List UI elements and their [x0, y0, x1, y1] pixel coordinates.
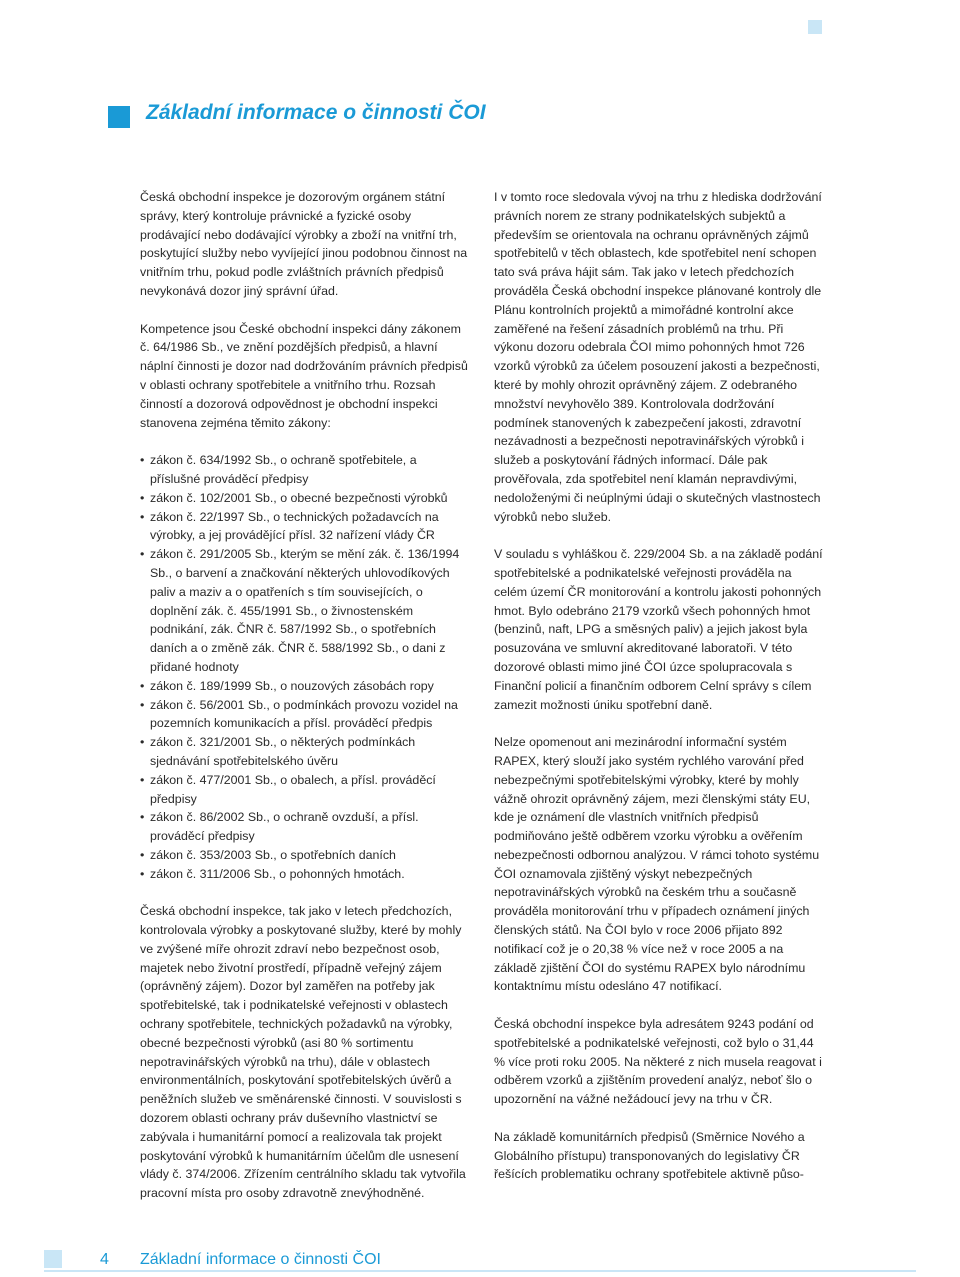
decorative-square: [808, 20, 822, 34]
complaints-paragraph: Česká obchodní inspekce byla adresátem 9243 podání od spotřebitelské a podnikatelské veřejnosti, což bylo o 31,44 % více proti roku 2005. Na některé z nich musela reagovat i odběrem vzorků a zjištěním provedení analýz, neboť šlo o upozornění na vážné nežádoucí jevy na trhu v ČR.: [494, 1017, 822, 1107]
footer-title: Základní informace o činnosti ČOI: [140, 1251, 381, 1268]
intro-paragraph: Česká obchodní inspekce je dozorovým orgánem státní správy, který kontroluje právnické a fyzické osoby prodávající nebo dodávající výrobky a zboží na vnitřní trh, poskytující služby nebo vyvíjející jinou podobnou činnost na vnitřním trhu, pokud podle zvláštních právních předpisů nevykonává dozor jiný správní úřad.: [140, 190, 468, 298]
rapex-paragraph: Nelze opomenout ani mezinárodní informační systém RAPEX, který slouží jako systém rychlého varování před nebezpečnými spotřebitelskými výrobky, které by mohly vážně ohrozit oprávněný zájem, mezi členskými státy EU, kde je oznámení dle vlastních vnitřních předpisů podmiňováno ještě odběrem vzorku výrobku a ověřením nebezpečnosti odbornou analýzou. V rámci tohoto systému ČOI oznamovala zjištěný výskyt nebezpečných nepotravinářských výrobků na českém trhu a současně prováděla monitorování trhu v případech oznámení jiných členských států. Na ČOI bylo v roce 2006 přijato 892 notifikací což je o 20,38 % více než v roce 2005 a na základě zjištění ČOI do systému RAPEX bylo národnímu kontaktnímu místu odesláno 47 notifikací.: [494, 735, 820, 994]
list-item: • zákon č. 634/1992 Sb., o ochraně spotřebitele, a příslušné prováděcí předpisy: [140, 451, 470, 489]
fuel-quality-paragraph: V souladu s vyhláškou č. 229/2004 Sb. a na základě podání spotřebitelské a podnikatelské veřejnosti prováděla na celém území ČR monitorování a kontrolu jakosti pohonných hmot. Bylo odebráno 2179 vzorků všech pohonných hmot (benzinů, naft, LPG a směsných paliv) a jejich jakost byla posuzována ve smluvní akreditované laboratoři. V této dozorové oblasti mimo jiné ČOI úzce spolupracovala s Finanční policií a finančním odborem Celní správy s cílem zamezit možnosti úniku spotřební daně.: [494, 547, 823, 712]
page-title: Základní informace o činnosti ČOI: [146, 101, 486, 124]
left-column: [140, 188, 470, 1222]
list-item: • zákon č. 56/2001 Sb., o podmínkách provozu vozidel na pozemních komunikacích a přísl. prováděcí předpis: [140, 696, 470, 734]
list-item: • zákon č. 477/2001 Sb., o obalech, a přísl. prováděcí předpisy: [140, 771, 470, 809]
list-item: • zákon č. 311/2006 Sb., o pohonných hmotách.: [140, 865, 470, 884]
footer-marker-square: [44, 1250, 62, 1268]
list-item: • zákon č. 86/2002 Sb., o ochraně ovzduší, a přísl. prováděcí předpisy: [140, 808, 470, 846]
list-item: • zákon č. 321/2001 Sb., o některých podmínkách sjednávání spotřebitelského úvěru: [140, 733, 470, 771]
activity-paragraph: Česká obchodní inspekce, tak jako v letech předchozích, kontrolovala výrobky a poskytované služby, které by mohly ve zvýšené míře ohrozit zdraví nebo bezpečnost osob, majetek nebo životní prostředí, případně veřejný zájem (oprávněný zájem). Dozor byl zaměřen na potřeby jak spotřebitelské, tak i podnikatelské veřejnosti v oblastech ochrany spotřebitele, technických požadavků na výrobky, obecné bezpečnosti výrobků (asi 80 % sortimentu nepotravinářských výrobků na trhu), dále v oblastech environmentálních, poskytování spotřebitelských úvěrů a peněžních služeb ve směnárenské činnosti. V souvislosti s dozorem oblasti ochrany práv duševního vlastnictví se zabývala i humanitární pomocí a realizovala tak projekt poskytování výrobků k humanitárním účelům dle usnesení vlády č. 374/2006. Zřízením centrálního skladu tak vytvořila pracovní místa pro osoby zdravotně znevýhodněné.: [140, 904, 466, 1201]
community-regulations-paragraph: Na základě komunitárních předpisů (Směrnice Nového a Globálního přístupu) transponovaných do legislativy ČR řešících problematiku ochrany spotřebitele aktivně půso-: [494, 1129, 805, 1182]
laws-list: [140, 451, 470, 883]
list-item: • zákon č. 353/2003 Sb., o spotřebních daních: [140, 846, 470, 865]
page-number: 4: [100, 1251, 109, 1268]
right-column: [494, 188, 824, 1203]
title-marker-square: [108, 106, 130, 128]
competence-paragraph: Kompetence jsou České obchodní inspekci dány zákonem č. 64/1986 Sb., ve znění pozdějších předpisů, a hlavní náplní činnosti je dozor nad dodržováním právních předpisů v oblasti ochrany spotřebitele a vnitřního trhu. Rozsah činností a dozorová odpovědnost je obchodní inspekci stanovena zejména těmito zákony:: [140, 321, 468, 430]
market-monitoring-paragraph: I v tomto roce sledovala vývoj na trhu z hlediska dodržování právních norem ze strany podnikatelských subjektů a především se orientovala na ochranu oprávněných zájmů spotřebitelů v těch oblastech, kde spotřebitel není schopen tato svá práva hájit sám. Tak jako v letech předchozích prováděla Česká obchodní inspekce plánované kontroly dle Plánu kontrolních projektů a mimořádné kontrolní akce zaměřené na řešení zásadních problémů na trhu. Při výkonu dozoru odebrala ČOI mimo pohonných hmot 726 vzorků výrobků za účelem posouzení jakosti a bezpečnosti, které by mohly ohrozit oprávněný zájem. Z odebraného množství nevyhovělo 389. Kontrolovala dodržování podmínek stanovených k zabezpečení jakosti, zdravotní nezávadnosti a bezpečnosti nepotravinářských výrobků i služeb a poskytování řádných informací. Dále pak prověřovala, zda spotřebitel není klamán nepravdivými, nedoloženými či neúplnými údaji o skutečných vlastnostech výrobků nebo služeb.: [494, 190, 822, 524]
list-item: • zákon č. 189/1999 Sb., o nouzových zásobách ropy: [140, 677, 470, 696]
footer-divider: [44, 1270, 916, 1272]
list-item: • zákon č. 102/2001 Sb., o obecné bezpečnosti výrobků: [140, 489, 470, 508]
list-item: • zákon č. 22/1997 Sb., o technických požadavcích na výrobky, a jej provádějící přísl. 32 nařízení vlády ČR: [140, 508, 470, 546]
list-item: • zákon č. 291/2005 Sb., kterým se mění zák. č. 136/1994 Sb., o barvení a značkování některých uhlovodíkových paliv a maziv a o opatřeních s tím souvisejících, o doplnění zák. č. 455/1991 Sb., o živnostenském podnikání, zák. ČNR č. 587/1992 Sb., o spotřebních daních a o změně zák. ČNR č. 588/1992 Sb., o dani z přidané hodnoty: [140, 545, 470, 677]
